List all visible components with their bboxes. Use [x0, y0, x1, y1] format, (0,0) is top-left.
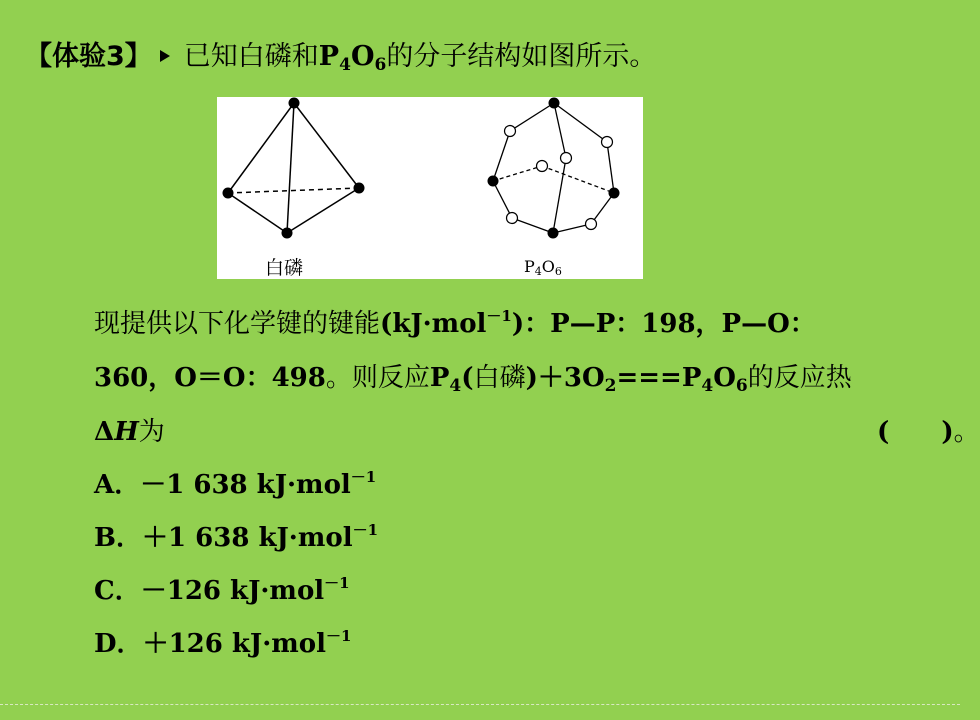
- header-formula-o-sub: 6: [374, 55, 387, 75]
- oxygen-atoms: [505, 126, 613, 230]
- option-sign: ＋: [142, 629, 169, 659]
- question-line-2: [94, 361, 852, 395]
- bond-energies-1: P—P：198，P—O：: [550, 309, 816, 339]
- option-sup: －1: [350, 468, 377, 486]
- option-sep: ．: [114, 576, 141, 606]
- product-p-sub: 4: [701, 376, 714, 396]
- white-phosphorus-caption: 白磷: [265, 257, 304, 279]
- question-line-3: [94, 415, 980, 449]
- option-a[interactable]: [94, 468, 376, 502]
- white-phosphorus-label: 白磷: [473, 363, 526, 393]
- white-phosphorus-structure: [228, 103, 359, 233]
- option-sign: －: [140, 576, 167, 606]
- exercise-label: 【体验3】: [25, 41, 152, 72]
- bullet-arrow-icon: [160, 50, 170, 62]
- question-text: 现提供以下化学键的键能: [94, 309, 381, 339]
- product-o: O: [713, 363, 736, 393]
- answer-paren-close: ): [941, 417, 954, 447]
- answer-period: 。: [953, 417, 980, 447]
- option-letter: D: [94, 629, 117, 659]
- unit-close: )：: [511, 309, 551, 339]
- option-b[interactable]: [94, 521, 378, 555]
- reaction-arrow: ===P: [616, 363, 702, 393]
- option-letter: B: [94, 523, 116, 553]
- enthalpy-symbol: H: [114, 417, 139, 447]
- option-letter: A: [94, 470, 115, 500]
- bond-energies-2: 360，O＝O：498: [94, 363, 326, 393]
- unit-open: (kJ·mol: [380, 309, 487, 339]
- reactant-p-sub: 4: [449, 376, 462, 396]
- option-sup: －1: [324, 574, 350, 592]
- paren-open: (: [461, 363, 474, 393]
- answer-blank: [877, 415, 980, 449]
- header-formula-o: O: [350, 41, 375, 72]
- option-letter: C: [94, 576, 115, 606]
- footer-divider: [0, 704, 960, 705]
- option-sup: －1: [352, 521, 379, 539]
- option-value: 126 kJ·mol: [166, 576, 325, 606]
- molecule-figure: [217, 97, 643, 279]
- option-value: 1 638 kJ·mol: [166, 470, 351, 500]
- reactant-o2-sub: 2: [604, 376, 617, 396]
- product-o-sub: 6: [735, 376, 748, 396]
- header-formula-p-sub: 4: [339, 55, 351, 75]
- reactant-p: P: [429, 363, 450, 393]
- option-value: 1 638 kJ·mol: [168, 523, 353, 553]
- option-sign: －: [140, 470, 167, 500]
- delta-symbol: Δ: [94, 417, 115, 447]
- reaction-heat-label: 的反应热: [747, 363, 852, 393]
- option-sign: ＋: [142, 523, 169, 553]
- option-sep: ．: [116, 629, 143, 659]
- answer-paren-open: (: [877, 417, 890, 447]
- molecule-diagram: [217, 97, 643, 279]
- option-value: 126 kJ·mol: [168, 629, 326, 659]
- reactant-o2: )＋3O: [525, 363, 605, 393]
- header-line: [25, 40, 656, 74]
- unit-sup: －1: [486, 307, 512, 325]
- header-intro: 已知白磷和: [183, 41, 319, 72]
- p4o6-caption: P4O6: [524, 257, 562, 278]
- header-formula-p: P: [318, 41, 340, 72]
- reaction-intro: 。则反应: [325, 363, 430, 393]
- question-line-1: [94, 307, 816, 341]
- question-suffix: 为: [138, 417, 165, 447]
- option-sep: ．: [115, 523, 142, 553]
- option-sup: －1: [326, 627, 352, 645]
- option-c[interactable]: [94, 574, 350, 608]
- option-sep: ．: [114, 470, 141, 500]
- header-tail: 的分子结构如图所示。: [386, 41, 657, 72]
- option-d[interactable]: [94, 627, 351, 661]
